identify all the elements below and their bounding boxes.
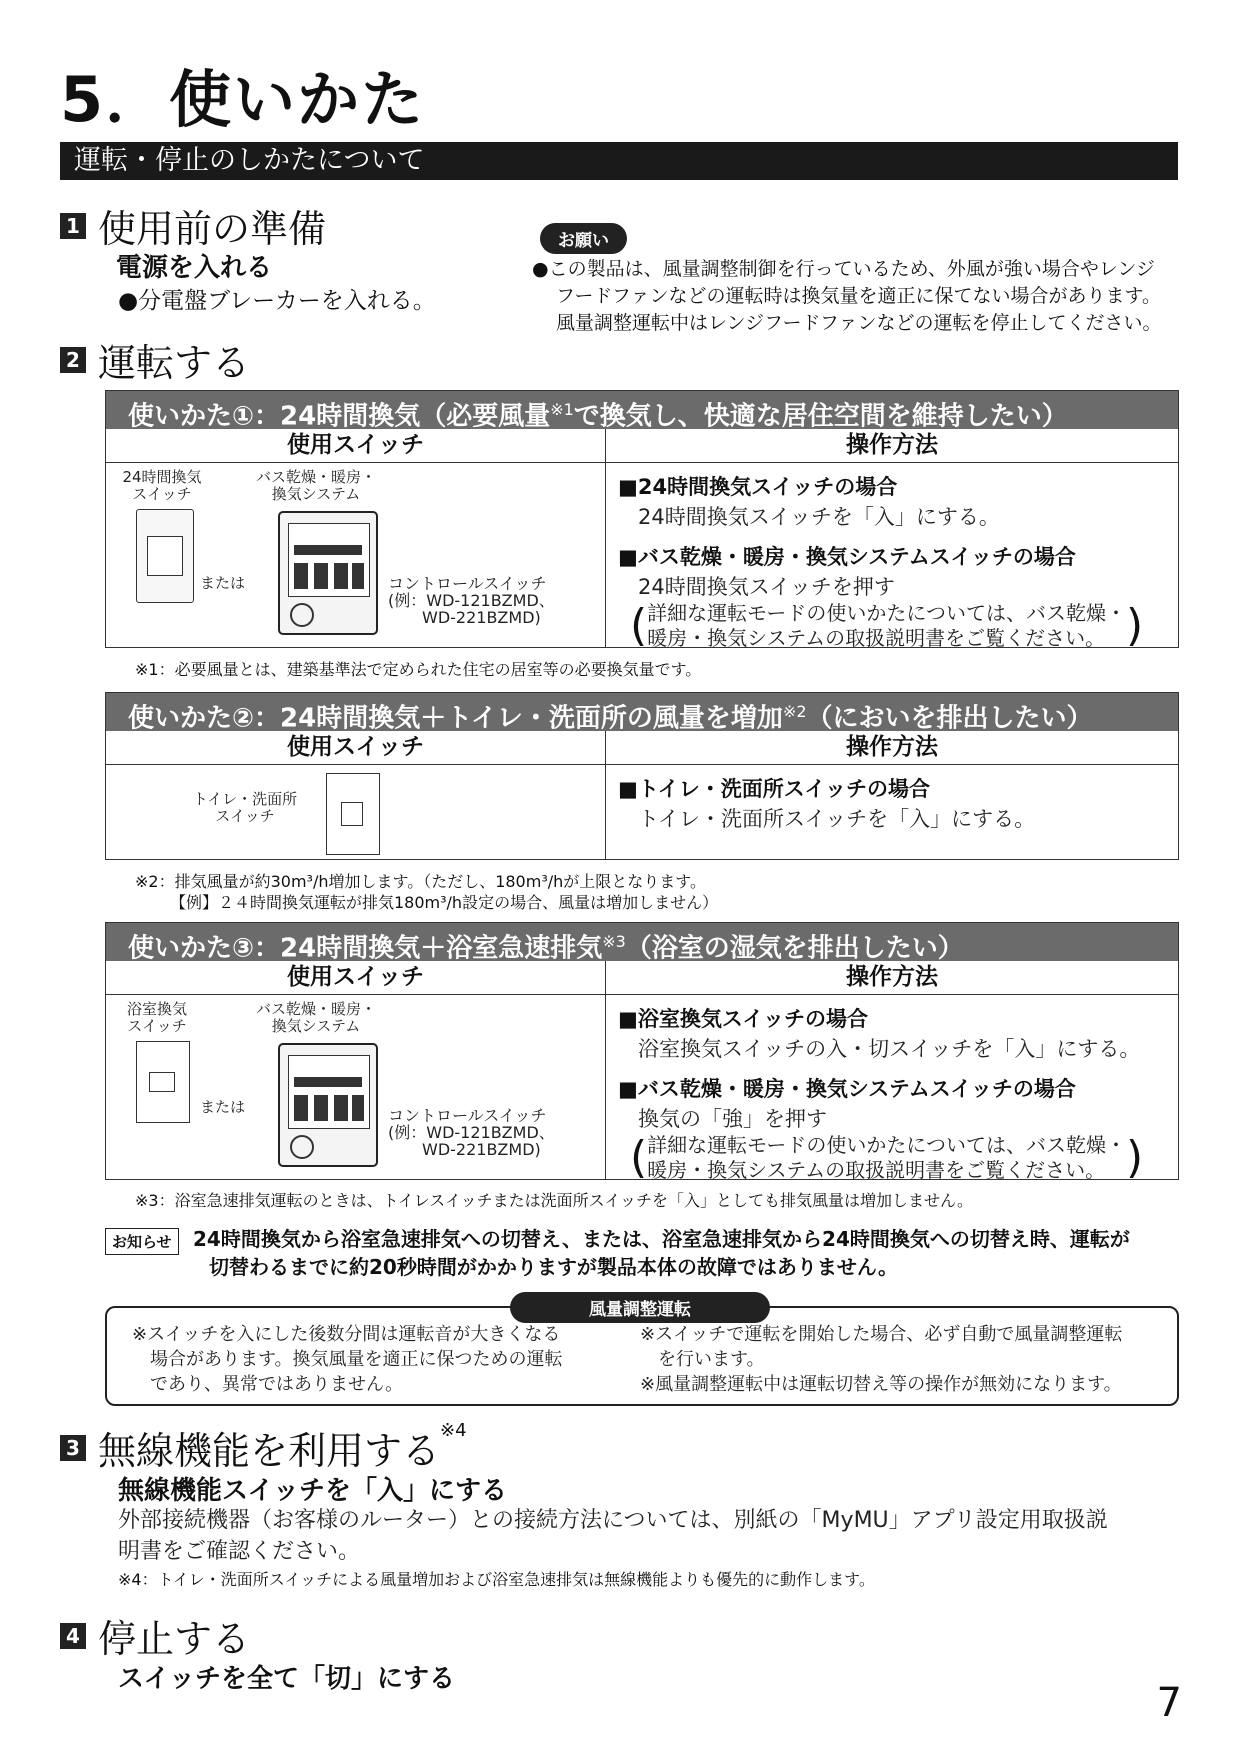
- op-text: 換気の「強」を押す: [638, 1107, 827, 1131]
- air-volume-title: 風量調整運転: [510, 1292, 770, 1323]
- usage3-header-text: （浴室の湿気を排出したい）: [625, 933, 964, 964]
- usage2-switch-cell: [106, 765, 606, 860]
- step1-subtitle: 電源を入れる: [116, 253, 273, 283]
- page-number: 7: [1156, 1680, 1182, 1726]
- step4-number: 4: [60, 1623, 86, 1649]
- op-heading: ■バス乾燥・暖房・換気システムスイッチの場合: [618, 545, 1076, 569]
- air-volume-left: ※スイッチを入にした後数分間は運転音が大きくなる 場合があります。換気風量を適正に保つための運転 であり、異常ではありません。: [132, 1324, 563, 1395]
- step1-heading: [60, 198, 326, 253]
- col-switch-header: 使用スイッチ: [106, 731, 606, 764]
- step4-heading: [60, 1608, 250, 1663]
- step1-text: ●分電盤ブレーカーを入れる。: [118, 288, 436, 314]
- notice-tag: お知らせ: [105, 1228, 179, 1255]
- step3-number: 3: [60, 1435, 86, 1461]
- notice-line: 24時間換気から浴室急速排気への切替え、または、浴室急速排気から24時間換気への切替え時、運転が: [193, 1227, 1130, 1251]
- step2-title: 運転する: [98, 341, 251, 385]
- footnote-3: ※3：浴室急速排気運転のときは、トイレスイッチまたは洗面所スイッチを「入」としても排気風量は増加しません。: [135, 1191, 973, 1210]
- usage3-footnote-mark: ※3: [602, 932, 626, 951]
- step3-text: 外部接続機器（お客様のルーター）との接続方法については、別紙の「MyMU」アプリ設定用取扱説 明書をご確認ください。: [118, 1508, 1108, 1564]
- section-header: 運転・停止のしかたについて: [60, 142, 1178, 180]
- page-title: 5．使いかた: [60, 63, 426, 136]
- or-label: または: [200, 1098, 246, 1116]
- toilet-switch-label: トイレ・洗面所 スイッチ: [192, 790, 298, 825]
- step3-heading: [60, 1420, 467, 1475]
- step4-title: 停止する: [98, 1617, 251, 1661]
- usage3-operation-cell: ■浴室換気スイッチの場合 浴室換気スイッチの入・切スイッチを「入」にする。 ■バス乾燥・暖房・換気システムスイッチの場合 換気の「強」を押す ( 詳細な運転モードの使いかたについては、バス乾燥・ 暖房・換気システムの取扱説明書をご覧ください。 ): [606, 995, 1178, 1180]
- usage1-footnote-mark: ※1: [550, 400, 574, 419]
- request-line: 風量調整運転中はレンジフードファンなどの運転を停止してください。: [556, 312, 1162, 334]
- toilet-switch-image: [326, 773, 380, 855]
- usage2-footnote-mark: ※2: [782, 702, 807, 721]
- usage2-header-text: （においを排出したい）: [806, 703, 1093, 734]
- request-line: フードファンなどの運転時は換気量を適正に保てない場合があります。: [556, 285, 1161, 307]
- op-heading: ■浴室換気スイッチの場合: [618, 1007, 869, 1031]
- op-text: トイレ・洗面所スイッチを「入」にする。: [638, 807, 1036, 831]
- usage1-header-text: 使いかた①：24時間換気（必要風量: [128, 401, 551, 432]
- usage1-operation-cell: ■24時間換気スイッチの場合 24時間換気スイッチを「入」にする。 ■バス乾燥・暖房・換気システムスイッチの場合 24時間換気スイッチを押す ( 詳細な運転モードの使いかたについては、バス乾燥・ 暖房・換気システムの取扱説明書をご覧ください。 ): [606, 463, 1178, 648]
- col-operation-header: 操作方法: [846, 964, 938, 990]
- col-operation-header: 操作方法: [846, 432, 938, 458]
- step3-subtitle: 無線機能スイッチを「入」にする: [118, 1476, 507, 1506]
- usage3-header: [106, 923, 1178, 964]
- usage3-switch-cell: [106, 995, 606, 1180]
- bath-system-label: バス乾燥・暖房・ 換気システム: [256, 1000, 377, 1035]
- 24h-switch-image: [136, 509, 194, 603]
- col-switch-header: 使用スイッチ: [106, 429, 606, 462]
- usage2-header: [106, 693, 1178, 734]
- control-switch-image: [278, 1043, 378, 1167]
- usage1-header: [106, 391, 1178, 432]
- control-switch-caption: コントロールスイッチ (例：WD-121BZMD、 WD-221BZMD): [388, 1106, 555, 1159]
- op-note: 暖房・換気システムの取扱説明書をご覧ください。: [647, 1158, 1106, 1182]
- usage1-table: [105, 390, 1179, 651]
- op-text: 24時間換気スイッチを押す: [638, 575, 895, 599]
- step2-number: 2: [60, 347, 86, 373]
- usage1-switch-cell: [106, 463, 606, 648]
- op-text: 浴室換気スイッチの入・切スイッチを「入」にする。: [638, 1037, 1141, 1061]
- step4-subtitle: スイッチを全て「切」にする: [118, 1664, 455, 1694]
- usage3-table: [105, 922, 1179, 1183]
- op-heading: ■24時間換気スイッチの場合: [618, 475, 898, 499]
- op-heading: ■バス乾燥・暖房・換気システムスイッチの場合: [618, 1077, 1076, 1101]
- bath-switch-label: 浴室換気 スイッチ: [126, 1000, 187, 1035]
- usage2-operation-cell: [606, 765, 1178, 860]
- col-operation-header: 操作方法: [846, 734, 938, 760]
- op-note: 詳細な運転モードの使いかたについては、バス乾燥・: [647, 601, 1126, 625]
- step1-number: 1: [60, 213, 86, 239]
- step1-title: 使用前の準備: [98, 207, 327, 251]
- usage1-header-text: で換気し、快適な居住空間を維持したい）: [573, 401, 1068, 432]
- air-volume-right: ※スイッチで運転を開始した場合、必ず自動で風量調整運転 を行います。 ※風量調整運転中は運転切替え等の操作が無効になります。: [640, 1324, 1123, 1395]
- request-line: ●この製品は、風量調整制御を行っているため、外風が強い場合やレンジ: [532, 258, 1155, 280]
- control-switch-caption: コントロールスイッチ (例：WD-121BZMD、 WD-221BZMD): [388, 574, 555, 627]
- bath-system-label: バス乾燥・暖房・ 換気システム: [256, 468, 377, 503]
- footnote-1: ※1：必要風量とは、建築基準法で定められた住宅の居室等の必要換気量です。: [135, 660, 702, 679]
- op-note: 暖房・換気システムの取扱説明書をご覧ください。: [647, 626, 1106, 650]
- bath-switch-image: [136, 1041, 190, 1123]
- footnote-4: ※4：トイレ・洗面所スイッチによる風量増加および浴室急速排気は無線機能よりも優先的に動作します。: [118, 1570, 875, 1589]
- step3-title: 無線機能を利用する: [98, 1429, 441, 1473]
- usage3-header-text: 使いかた③：24時間換気＋浴室急速排気: [128, 933, 603, 964]
- usage2-header-text: 使いかた②：24時間換気＋トイレ・洗面所の風量を増加: [128, 703, 783, 734]
- request-text: [532, 256, 1162, 337]
- control-switch-image: [278, 511, 378, 635]
- op-text: 24時間換気スイッチを「入」にする。: [638, 505, 1000, 529]
- request-tag: お願い: [540, 223, 627, 254]
- step2-heading: [60, 332, 250, 387]
- step3-footnote-mark: ※4: [440, 1420, 467, 1441]
- op-note: 詳細な運転モードの使いかたについては、バス乾燥・: [647, 1133, 1126, 1157]
- usage2-table: [105, 692, 1179, 860]
- 24h-switch-label: 24時間換気 スイッチ: [122, 468, 202, 503]
- notice-text: [193, 1225, 1130, 1281]
- or-label: または: [200, 574, 246, 592]
- op-heading: ■トイレ・洗面所スイッチの場合: [618, 777, 930, 801]
- footnote-2: ※2：排気風量が約30m³/h増加します。（ただし、180m³/hが上限となります。: [135, 872, 706, 891]
- footnote-2-example: 【例】２４時間換気運転が排気180m³/h設定の場合、風量は増加しません）: [170, 893, 719, 912]
- col-switch-header: 使用スイッチ: [106, 961, 606, 994]
- notice-line: 切替わるまでに約20秒時間がかかりますが製品本体の故障ではありません。: [209, 1255, 899, 1279]
